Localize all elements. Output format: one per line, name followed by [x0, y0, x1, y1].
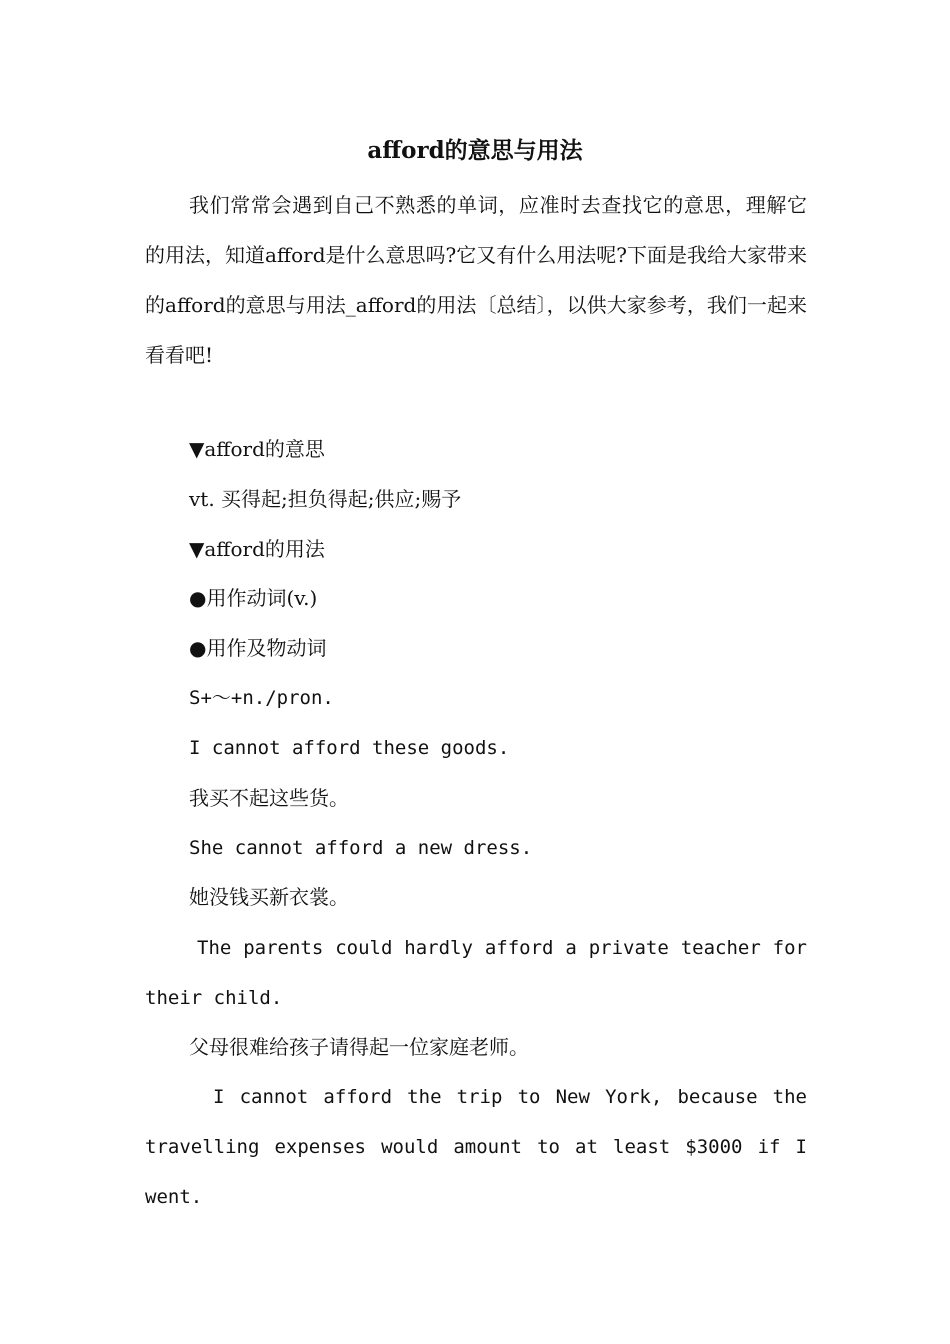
meaning-heading: ▼afford的意思 [189, 437, 325, 461]
verb-heading: ●用作动词(v.) [189, 586, 318, 610]
example-4-en: I cannot afford the trip to New York, because the travelling expenses would amount to at least $3000 if I went. [145, 1086, 807, 1208]
example-3-en: The parents could hardly afford a private teacher for their child. [145, 937, 807, 1009]
example-2-zh: 她没钱买新衣裳。 [189, 885, 349, 909]
page-title: afford的意思与用法 [367, 137, 583, 164]
usage-heading: ▼afford的用法 [189, 537, 325, 561]
intro-paragraph: 我们常常会遇到自己不熟悉的单词，应准时去查找它的意思，理解它的用法，知道afford是什么意思吗?它又有什么用法呢?下面是我给大家带来的afford的意思与用法_afford的用法〔总结〕，以供大家参考，我们一起来看看吧! [145, 193, 807, 367]
transitive-heading: ●用作及物动词 [189, 636, 327, 660]
example-3-zh: 父母很难给孩子请得起一位家庭老师。 [189, 1035, 529, 1059]
usage-pattern: S+～+n./pron. [189, 687, 334, 709]
example-1-zh: 我买不起这些货。 [189, 786, 349, 810]
meaning-text: vt. 买得起;担负得起;供应;赐予 [189, 487, 462, 511]
example-1-en: I cannot afford these goods. [189, 737, 510, 759]
example-2-en: She cannot afford a new dress. [189, 837, 533, 859]
